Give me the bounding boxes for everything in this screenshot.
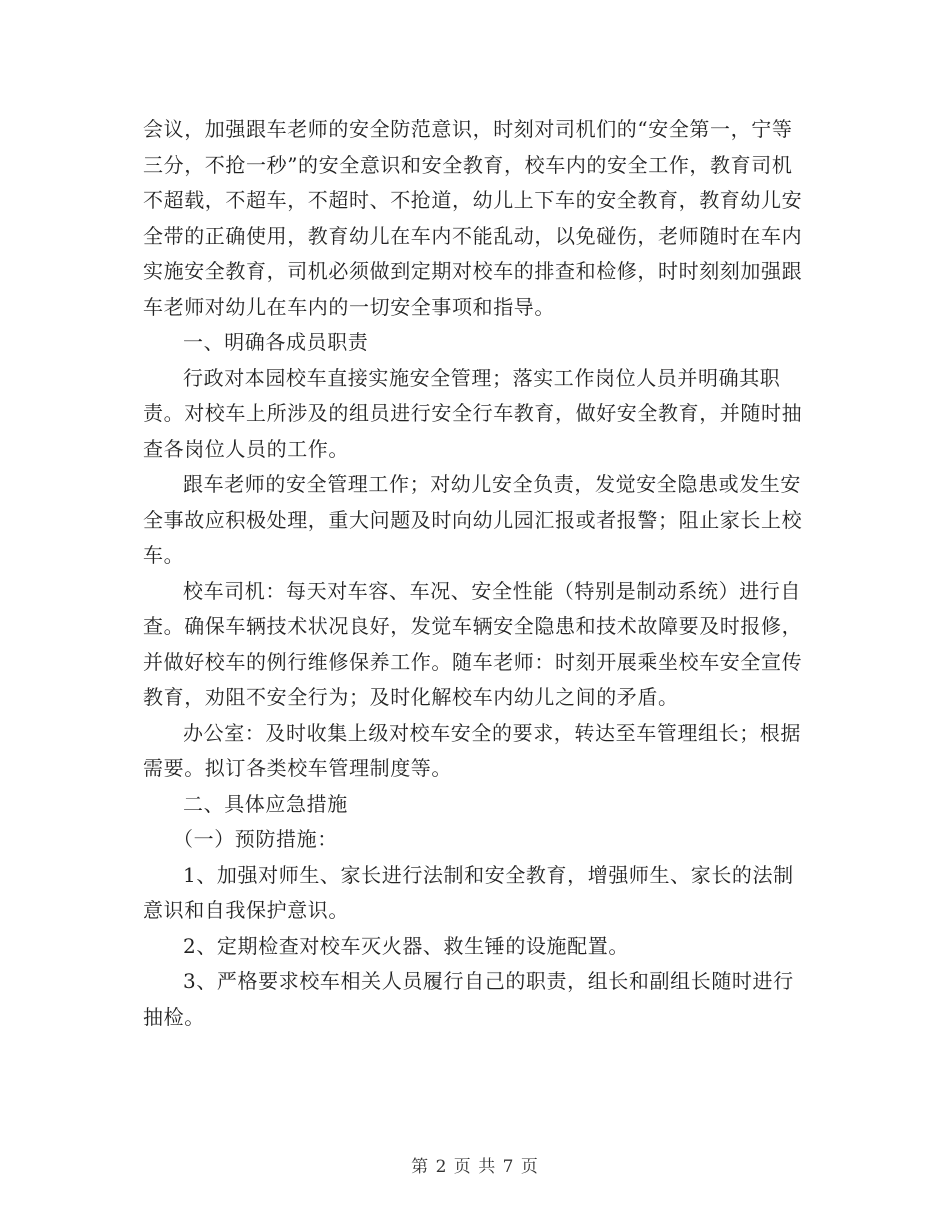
document-body [143,112,808,1035]
list-item-1: 1、加强对师生、家长进行法制和安全教育，增强师生、家长的法制意识和自我保护意识。 [143,862,794,922]
paragraph-escort-teacher-duties: 跟车老师的安全管理工作；对幼儿安全负责，发觉安全隐患或发生安全事故应积极处理，重大问题及时向幼儿园汇报或者报警；阻止家长上校车。 [143,472,803,567]
paragraph-office-duties: 办公室：及时收集上级对校车安全的要求，转达至车管理组长；根据需要。拟订各类校车管理制度等。 [143,720,801,780]
paragraph-administration-duties: 行政对本园校车直接实施安全管理；落实工作岗位人员并明确其职责。对校车上所涉及的组员进行安全行车教育，做好安全教育，并随时抽查各岗位人员的工作。 [143,365,803,461]
list-item-2: 2、定期检查对校车灭火器、救生锤的设施配置。 [183,933,629,958]
paragraph-driver-duties: 校车司机：每天对车容、车况、安全性能（特别是制动系统）进行自查。确保车辆技术状况良好，发觉车辆安全隐患和技术故障要及时报修，并做好校车的例行维修保养工作。随车老师：时刻开展乘坐校车安全宣传教育，劝阻不安全行为；及时化解校车内幼儿之间的矛盾。 [143,578,803,709]
list-item-3: 3、严格要求校车相关人员履行自己的职责，组长和副组长随时进行抽检。 [143,969,794,1029]
section-heading-member-duties: 一、明确各成员职责 [183,330,369,354]
section-heading-emergency-measures: 二、具体应急措施 [183,791,348,816]
paragraph-continuation: 会议，加强跟车老师的安全防范意识，时刻对司机们的“安全第一，宁等三分，不抢一秒”的安全意识和安全教育，校车内的安全工作，教育司机不超载，不超车，不超时、不抢道，幼儿上下车的安全教育，教育幼儿安全带的正确使用，教育幼儿在车内不能乱动，以免碰伤，老师随时在车内实施安全教育，司机必须做到定期对校车的排查和检修，时时刻刻加强跟车老师对幼儿在车内的一切安全事项和指导。 [143,117,803,319]
subsection-heading-prevention: （一）预防措施： [173,827,338,851]
page-number-footer: 第 2 页 共 7 页 [411,1157,539,1177]
